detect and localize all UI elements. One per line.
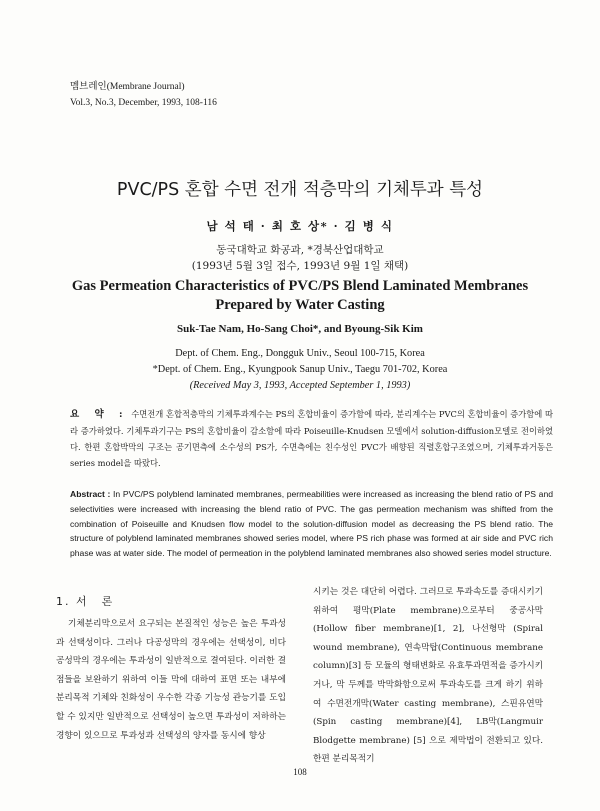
page-number: 108	[293, 767, 307, 777]
abstract-english-label: Abstract :	[70, 489, 111, 499]
abstract-korean-text: 수면전개 혼합적층막의 기체투과계수는 PS의 혼합비율이 증가함에 따라, 분리계수는 PVC의 혼합비율이 증가함에 따라 증가하였다. 기체투과기구는 PS의 혼합비율이 감소함에 따라 Poiseuille-Knudsen 모델에서 solution-diffusion모델로 전이하였다. 한편 혼합박막의 구조는 공기면측에 소수성의 PS가, 수면측에는 친수성인 PVC가 배향된 직렬혼합구조였으며, 기체투과거동은 series model을 따랐다.	[70, 409, 553, 468]
journal-name: 멤브레인(Membrane Journal)	[70, 82, 185, 92]
title-english-line1: Gas Permeation Characteristics of PVC/PS Blend Laminated Membranes	[71, 278, 529, 294]
abstract-english	[70, 487, 553, 561]
affiliation-korean	[0, 242, 600, 274]
affiliation-english-line2: *Dept. of Chem. Eng., Kyungpook Sanup Univ., Taegu 701-702, Korea	[152, 364, 448, 375]
authors-korean: 남 석 태 · 최 호 상* · 김 병 식	[206, 219, 394, 233]
authors-english: Suk-Tae Nam, Ho-Sang Choi*, and Byoung-Sik Kim	[177, 323, 423, 335]
volume-info: Vol.3, No.3, December, 1993, 108-116	[70, 98, 217, 108]
body-left-column: 기체분리막으로서 요구되는 본질적인 성능은 높은 투과성과 선택성이다. 그러나 다공성막의 경우에는 선택성이, 비다공성막의 경우에는 투과성이 일반적으로 결여된다. 이러한 결점들을 보완하기 위하여 이들 막에 대하여 표면 또는 내부에 분리목적 기체와 친화성이 우수한 각종 기능성 관능기를 도입할 수 있지만 일반적으로 선택성이 높으면 투과성이 저하하는 경향이 있으므로 투과성과 선택성의 양자를 동시에 향상	[56, 619, 286, 741]
abstract-korean	[70, 406, 553, 471]
affiliation-english-line1: Dept. of Chem. Eng., Dongguk Univ., Seoul 100-715, Korea	[175, 348, 425, 359]
received-korean: (1993년 5월 3일 접수, 1993년 9월 1일 채택)	[191, 260, 409, 272]
title-english	[0, 277, 600, 315]
affiliation-korean-line1: 동국대학교 화공과, *경북산업대학교	[216, 244, 384, 256]
abstract-korean-label: 요 약 :	[70, 409, 129, 420]
title-english-line2: Prepared by Water Casting	[215, 297, 385, 313]
body-right-column: 시키는 것은 대단히 어렵다. 그러므로 투과속도를 증대시키기 위하여 평막(Plate membrane)으로부터 중공사막 (Hollow fiber membrane)[1, 2], 나선형막 (Spiral wound membrane), 연속막탑(Continuous membrane column)[3] 등 모듈의 형태변화로 유효투과면적을 증가시키거나, 막 두께를 박막화함으로써 투과속도를 크게 하기 위하여 수면전개막(Water casting membrane), 스핀유연막(Spin casting membrane)[4], LB막(Langmuir Blodgette membrane) [5] 으로 제막법이 전환되고 있다. 한편 분리목적기	[313, 587, 543, 765]
received-english: (Received May 3, 1993, Accepted September 1, 1993)	[189, 380, 411, 391]
abstract-english-text: In PVC/PS polyblend laminated membranes, permeabilities were increased as increasing the blend ratio of PS and selectivities were increased with increasing the blend ratio of PVC. The gas permeation mechanism was shifted from the combination of Poiseuille and Knudsen flow model to the solution-diffusion model as decreasing the PS blend ratio. The structure of polyblend laminated membranes showed series model, where PS rich phase was formed at air side and PVC rich phase was at water side. The model of permeation in the polyblend laminated membranes also showed series model structure.	[70, 489, 553, 559]
affiliation-english	[0, 346, 600, 394]
section-heading-introduction: 1. 서 론	[56, 595, 115, 608]
title-korean: PVC/PS 혼합 수면 전개 적층막의 기체투과 특성	[116, 180, 484, 200]
